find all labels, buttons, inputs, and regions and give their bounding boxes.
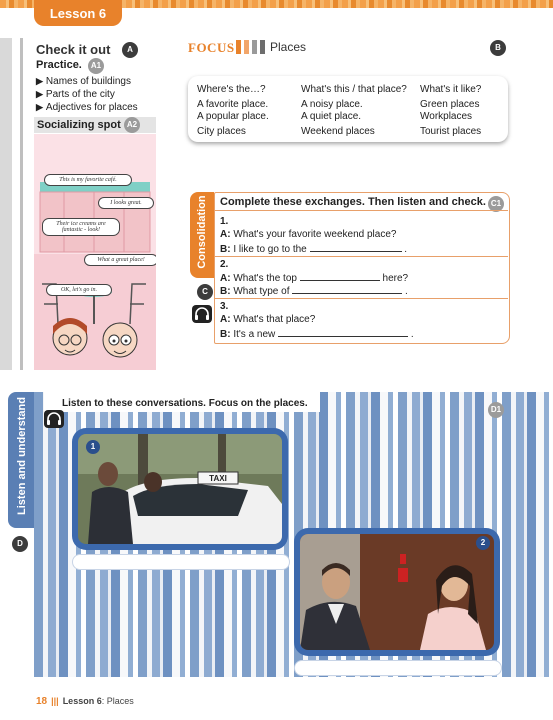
answer-blank[interactable] (310, 242, 402, 252)
table-cell: Tourist places (420, 126, 482, 137)
lesson-tab: Lesson 6 (34, 0, 122, 26)
table-cell: Workplaces (420, 111, 473, 122)
speech-bubble: OK, let's go in. (46, 284, 112, 296)
divider (214, 298, 508, 299)
exchange-line-a: A: What's your favorite weekend place? (220, 229, 397, 240)
section-badge-d: D (12, 536, 28, 552)
exercise-title: Complete these exchanges. Then listen and check. (220, 196, 486, 208)
badge-c1: C1 (488, 196, 504, 212)
listen-label: Listen and understand (16, 397, 28, 515)
exchange-line-b: B: It's a new . (220, 329, 414, 340)
footer-bars: ||| (51, 696, 59, 706)
table-header: Where's the…? (197, 84, 266, 95)
table-cell: Weekend places (301, 126, 375, 137)
section-badge-b: B (490, 40, 506, 56)
focus-topic: Places (270, 40, 307, 54)
exchange-number: 2. (220, 259, 229, 270)
badge-a1: A1 (88, 58, 104, 74)
exchange-line-b: B: I like to go to the . (220, 244, 408, 255)
badge-a2: A2 (124, 117, 140, 133)
answer-blank[interactable] (292, 284, 402, 294)
speech-bubble: This is my favorite café. (44, 174, 132, 186)
speech-bubble: I looks great. (98, 197, 154, 209)
table-cell: A quiet place. (301, 111, 362, 122)
cafe-drawing (34, 134, 156, 370)
table-cell: City places (197, 126, 246, 137)
focus-label: FOCUS (188, 40, 235, 55)
taxi-scene (78, 434, 282, 544)
table-header: What's it like? (420, 84, 482, 95)
table-cell: Green places (420, 99, 480, 110)
exchange-line-a: A: What's the top here? (220, 273, 409, 284)
practice-heading: Practice. (36, 59, 82, 71)
table-cell: A noisy place. (301, 99, 363, 110)
taxi-sign: TAXI (209, 474, 227, 483)
section-badge-a: A (122, 42, 138, 58)
left-margin-bar (0, 38, 12, 370)
speech-bubble: Their ice creams are fantastic - look! (42, 218, 120, 236)
exchange-number: 3. (220, 301, 229, 312)
bullet-item: ▶ Names of buildings (36, 76, 131, 87)
table-cell: A favorite place. (197, 99, 269, 110)
exchange-line-b: B: What type of . (220, 286, 408, 297)
focus-bars-icon (236, 40, 266, 54)
consolidation-tab (190, 192, 214, 278)
focus-table (188, 76, 508, 142)
answer-blank[interactable] (300, 271, 380, 281)
exchange-line-a: A: What's that place? (220, 314, 316, 325)
left-margin-line (20, 38, 23, 370)
answer-blank[interactable] (278, 327, 408, 337)
bullet-item: ▶ Adjectives for places (36, 102, 138, 113)
consolidation-label: Consolidation (196, 195, 208, 269)
photo-people (300, 534, 494, 650)
table-cell: A popular place. (197, 111, 269, 122)
people-scene (300, 534, 494, 650)
cafe-illustration (34, 134, 156, 370)
socializing-spot-title: Socializing spot (34, 117, 156, 133)
page-footer (36, 696, 134, 707)
listen-title: Listen to these conversations. Focus on the places. (62, 398, 308, 409)
headphones-icon[interactable] (44, 410, 64, 428)
check-it-out-title: Check it out (36, 42, 111, 57)
headphones-icon[interactable] (192, 305, 212, 323)
badge-d1: D1 (488, 402, 504, 418)
speech-bubble: What a great place! (84, 254, 156, 266)
listen-tab (8, 392, 34, 528)
section-badge-c: C (197, 284, 213, 300)
page-number: 18 (36, 696, 48, 707)
photo-number-2: 2 (476, 536, 490, 550)
photo-taxi (78, 434, 282, 544)
answer-bar-2[interactable] (294, 660, 502, 676)
photo-number-1: 1 (86, 440, 100, 454)
table-header: What's this / that place? (301, 84, 407, 95)
exchange-number: 1. (220, 216, 229, 227)
divider (214, 210, 508, 211)
footer-topic: : Places (101, 696, 134, 706)
divider (214, 256, 508, 257)
answer-bar-1[interactable] (72, 554, 290, 570)
footer-lesson: Lesson 6 (62, 696, 102, 706)
bullet-item: ▶ Parts of the city (36, 89, 115, 100)
